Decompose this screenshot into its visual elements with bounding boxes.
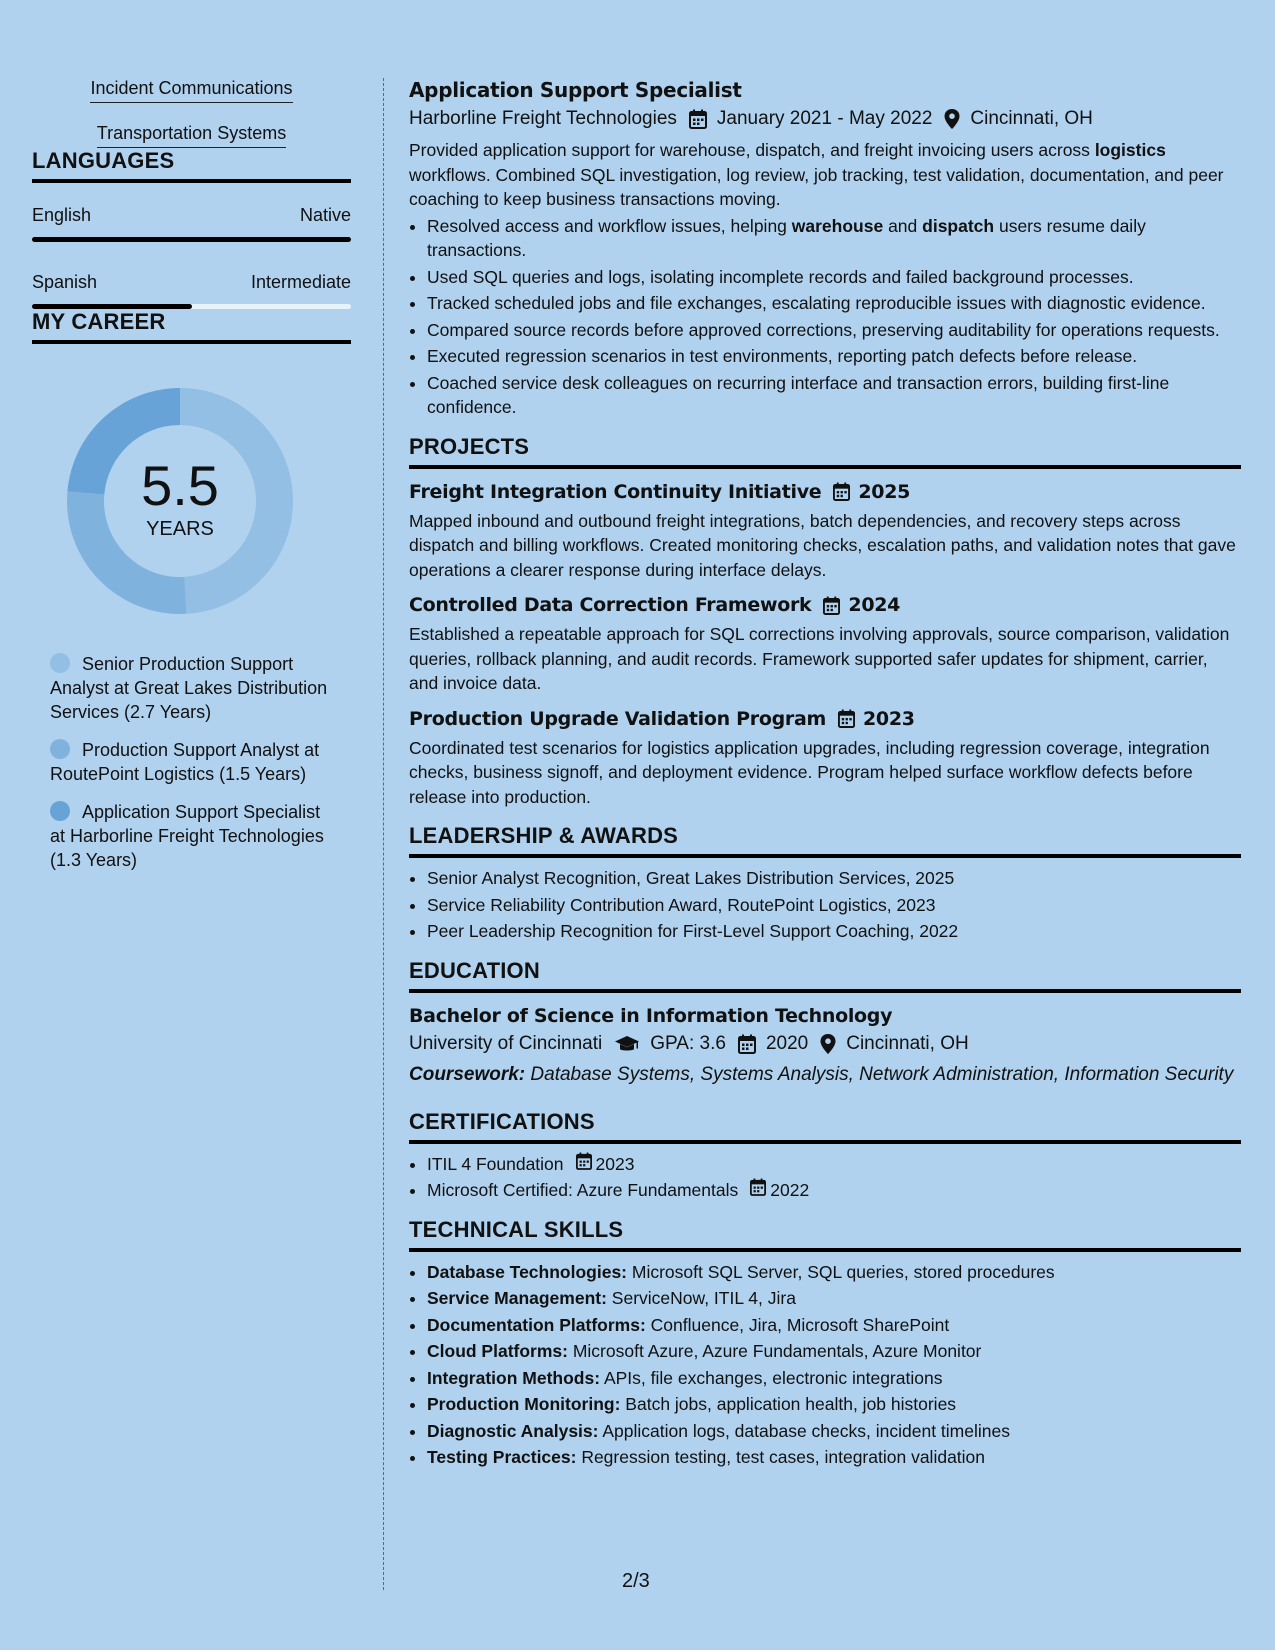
- calendar-icon: [750, 1178, 770, 1203]
- language-bar: [32, 304, 351, 309]
- language-name: English: [32, 205, 92, 225]
- project-description: Established a repeatable approach for SQL corrections involving approvals, source comparison, validation queries, rollback planning, and audit records. Framework supported safer updates for shipment, carrier, and invoice data.: [409, 624, 1230, 693]
- skill-item: • Cloud Platforms: Microsoft Azure, Azure Fundamentals, Azure Monitor: [427, 1339, 1241, 1364]
- languages-heading: LANGUAGES: [32, 148, 351, 183]
- skill-item: • Database Technologies: Microsoft SQL Server, SQL queries, stored procedures: [427, 1260, 1241, 1285]
- location-pin-icon: [944, 109, 960, 129]
- bullet-item: • Tracked scheduled jobs and file exchanges, escalating reproducible issues with diagnostic evidence.: [427, 291, 1241, 316]
- graduation-cap-icon: [614, 1035, 640, 1053]
- skill-item: • Documentation Platforms: Confluence, Jira, Microsoft SharePoint: [427, 1313, 1241, 1338]
- career-unit: YEARS: [146, 517, 214, 540]
- language-item: [32, 272, 351, 309]
- calendar-icon: [823, 596, 840, 615]
- section-heading: PROJECTS: [409, 434, 1241, 469]
- calendar-icon: [576, 1152, 596, 1177]
- career-heading: MY CAREER: [32, 309, 351, 344]
- job-bullets: [409, 214, 1241, 420]
- project-description: Coordinated test scenarios for logistics application upgrades, including regression coverage, integration checks, business signoff, and deployment evidence. Program helped surface workflow defects before release into production.: [409, 737, 1210, 807]
- sidebar: [32, 78, 351, 886]
- graduation-year: 2020: [765, 1032, 809, 1054]
- language-level: Native: [299, 205, 351, 225]
- calendar-icon: [838, 709, 855, 728]
- project-title: Freight Integration Continuity Initiative: [409, 480, 822, 503]
- career-legend: [50, 652, 330, 872]
- skill-tag: Transportation Systems: [97, 123, 286, 148]
- bullet-item: • Used SQL queries and logs, isolating incomplete records and failed background processes.: [427, 265, 1241, 290]
- legend-dot: [50, 653, 70, 673]
- skill-item: • Integration Methods: APIs, file exchanges, electronic integrations: [427, 1366, 1241, 1391]
- column-divider: [383, 78, 384, 1590]
- leadership-section: [409, 823, 1241, 944]
- page-number: 2/3: [622, 1570, 650, 1592]
- skill-item: • Testing Practices: Regression testing, test cases, integration validation: [427, 1445, 1241, 1470]
- project-title: Controlled Data Correction Framework: [409, 594, 812, 616]
- legend-dot: [50, 739, 70, 759]
- project-year: 2024: [848, 594, 901, 616]
- experience-entry: [409, 78, 1241, 420]
- bullet-item: • Compared source records before approved corrections, preserving auditability for operations requests.: [427, 318, 1241, 343]
- project-item: [409, 594, 1241, 696]
- project-title: Production Upgrade Validation Program: [409, 707, 827, 730]
- language-item: [32, 205, 351, 242]
- certification-item: • Microsoft Certified: Azure Fundamentals 2022: [427, 1178, 1241, 1203]
- job-summary: Provided application support for warehouse, dispatch, and freight invoicing users across logistics workflows. Combined SQL investigation, log review, job tracking, test validation, documentation, and peer coaching to keep business transactions moving.: [409, 140, 1224, 209]
- section-heading: LEADERSHIP & AWARDS: [409, 823, 1241, 858]
- career-total: 5.5: [141, 453, 219, 517]
- school-name: University of Cincinnati: [409, 1032, 603, 1054]
- calendar-icon: [689, 109, 707, 129]
- gpa: GPA: 3.6: [650, 1032, 726, 1054]
- skill-tags: [32, 78, 351, 148]
- legend-dot: [50, 801, 70, 821]
- career-legend-item: Production Support Analyst at RoutePoint Logistics (1.5 Years): [50, 740, 320, 784]
- language-bar: [32, 237, 351, 242]
- location-pin-icon: [820, 1034, 836, 1054]
- skill-item: • Production Monitoring: Batch jobs, application health, job histories: [427, 1392, 1241, 1417]
- skill-item: • Diagnostic Analysis: Application logs, database checks, incident timelines: [427, 1419, 1241, 1444]
- project-year: 2023: [863, 707, 915, 730]
- award-item: • Peer Leadership Recognition for First-Level Support Coaching, 2022: [427, 919, 1241, 944]
- bullet-item: • Executed regression scenarios in test environments, reporting patch defects before release.: [427, 344, 1241, 369]
- education-meta: [409, 1033, 1241, 1055]
- job-title: Application Support Specialist: [409, 78, 742, 102]
- degree-title: Bachelor of Science in Information Technology: [409, 1004, 893, 1027]
- award-item: • Senior Analyst Recognition, Great Lakes Distribution Services, 2025: [427, 866, 1241, 891]
- language-name: Spanish: [32, 272, 98, 292]
- section-heading: CERTIFICATIONS: [409, 1109, 1241, 1144]
- bullet-item: • Resolved access and workflow issues, helping warehouse and dispatch users resume daily transactions.: [427, 214, 1241, 263]
- company-name: Harborline Freight Technologies: [409, 108, 677, 129]
- project-year: 2025: [858, 480, 911, 503]
- skills-section: [409, 1217, 1241, 1470]
- job-meta: [409, 108, 1241, 130]
- project-description: Mapped inbound and outbound freight integrations, batch dependencies, and recovery steps across dispatch and billing workflows. Created monitoring checks, escalation paths, and validation notes that gave operations a clearer response during interface delays.: [409, 510, 1236, 580]
- award-item: • Service Reliability Contribution Award, RoutePoint Logistics, 2023: [427, 893, 1241, 918]
- language-level: Intermediate: [250, 272, 351, 292]
- career-legend-item: Application Support Specialist at Harborline Freight Technologies (1.3 Years): [50, 802, 324, 870]
- job-location: Cincinnati, OH: [970, 108, 1093, 129]
- project-item: [409, 481, 1241, 583]
- career-legend-item: Senior Production Support Analyst at Great Lakes Distribution Services (2.7 Years): [50, 654, 328, 722]
- calendar-icon: [738, 1034, 756, 1054]
- education-section: [409, 958, 1241, 1087]
- certification-item: • ITIL 4 Foundation 2023: [427, 1152, 1241, 1177]
- main-content: [409, 78, 1241, 1470]
- job-dates: January 2021 - May 2022: [716, 108, 933, 129]
- skill-tag: Incident Communications: [90, 78, 292, 103]
- projects-section: [409, 434, 1241, 810]
- skill-item: • Service Management: ServiceNow, ITIL 4, Jira: [427, 1286, 1241, 1311]
- section-heading: TECHNICAL SKILLS: [409, 1217, 1241, 1252]
- calendar-icon: [833, 482, 850, 501]
- certifications-section: [409, 1109, 1241, 1203]
- project-item: [409, 708, 1241, 810]
- awards-list: [409, 866, 1241, 944]
- school-location: Cincinnati, OH: [846, 1032, 969, 1054]
- career-donut-chart: [65, 386, 295, 616]
- skills-list: [409, 1260, 1241, 1470]
- coursework: Coursework: Database Systems, Systems Analysis, Network Administration, Information Security: [409, 1063, 1234, 1085]
- section-heading: EDUCATION: [409, 958, 1241, 993]
- bullet-item: • Coached service desk colleagues on recurring interface and transaction errors, building first-line confidence.: [427, 371, 1241, 420]
- certifications-list: [409, 1152, 1241, 1203]
